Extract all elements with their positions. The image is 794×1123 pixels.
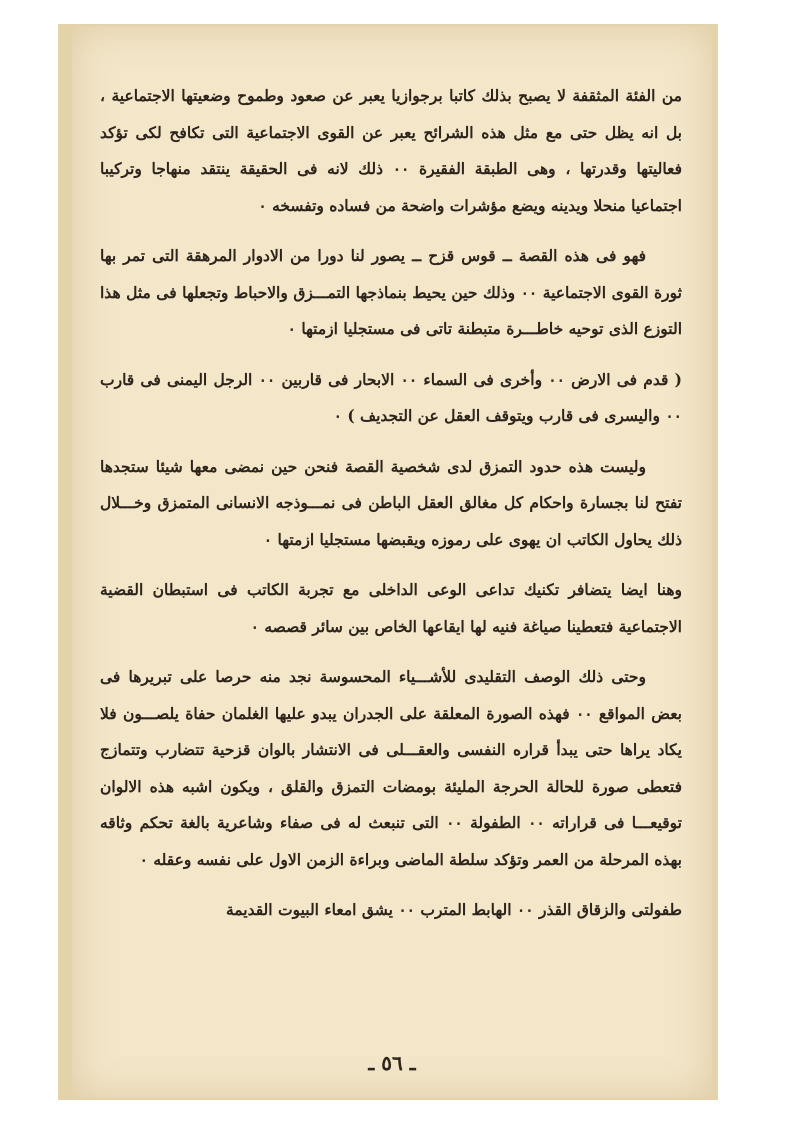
paragraph-2: فهو فى هذه القصة ــ قوس قزح ــ يصور لنا دورا من الادوار المرهقة التى تمر بها ثورة القوى الاجتماعية ٠٠ وذلك حين يحيط بنماذجها التمـــزق والاحباط وتجعلها فى مثل هذا التوزع الذى توحيه خاطـــرة متبطنة تاتى فى مستجليا ازمتها ٠ [100,246,682,338]
page-number: ـ ٥٦ ـ [368,1051,416,1075]
paragraph-6: وحتى ذلك الوصف التقليدى للأشـــياء المحسوسة نجد منه حرصا على تبريرها فى بعض المواقع ٠٠ فهذه الصورة المعلقة على الجدران يبدو عليها الغلمان حفاة يلصـــون فلا يكاد يراها حتى يبدأ قراره النفسى والعقـــلى فى الانتشار بالوان قزحية تتضارب وتتمازج فتعطى صورة للحالة الحرجة المليئة بومضات التمزق والقلق ، ويكون اشبه هذه الالوان توقيعـــا فى قراراته ٠٠ الطفولة ٠٠ التى تنبعث له فى صفاء وشاعرية بالغة تحكم وثاقه بهذه المرحلة من العمر وتؤكد سلطة الماضى وبراءة الزمن الاول على نفسه وعقله ٠ [100,667,682,869]
paragraph-3-quote: ( قدم فى الارض ٠٠ وأخرى فى السماء ٠٠ الابحار فى قاربين ٠٠ الرجل اليمنى فى قارب ٠٠ واليسرى فى قارب ويتوقف العقل عن التجديف ) ٠ [100,369,682,425]
paragraph-4: وليست هذه حدود التمزق لدى شخصية القصة فنحن حين نمضى معها شيئا ستجدها تفتح لنا بجسارة واحكام كل مغالق العقل الباطن فى نمـــوذجه الانسانى المتمزق وخـــلال ذلك يحاول الكاتب ان يهوى على رموزه ويقبضها مستجليا ازمتها ٠ [100,456,682,549]
book-page [72,26,712,1098]
body-text [100,78,682,943]
paragraph-7: طفولتى والزقاق القذر ٠٠ الهابط المترب ٠٠ يشق امعاء البيوت القديمة [226,900,682,919]
paragraph-1: من الفئة المثقفة لا يصبح بذلك كاتبا برجوازيا يعبر عن صعود وطموح وضعيتها الاجتماعية ، بل انه يظل حتى مع مثل هذه الشرائح يعبر عن القوى الاجتماعية التى تكافح لكى تؤكد فعاليتها وقدرتها ، وهى الطبقة الفقيرة ٠٠ ذلك لانه فى الحقيقة ينتقد منهاجا وتركيبا اجتماعيا منحلا ويدينه ويضع مؤشرات واضحة من فساده وتفسخه ٠ [100,86,683,215]
paragraph-5: وهنا ايضا يتضافر تكنيك تداعى الوعى الداخلى مع تجربة الكاتب فى استبطان القضية الاجتماعية فتعطينا صياغة فنيه لها ايقاعها الخاص بين سائر قصصه ٠ [100,580,682,636]
